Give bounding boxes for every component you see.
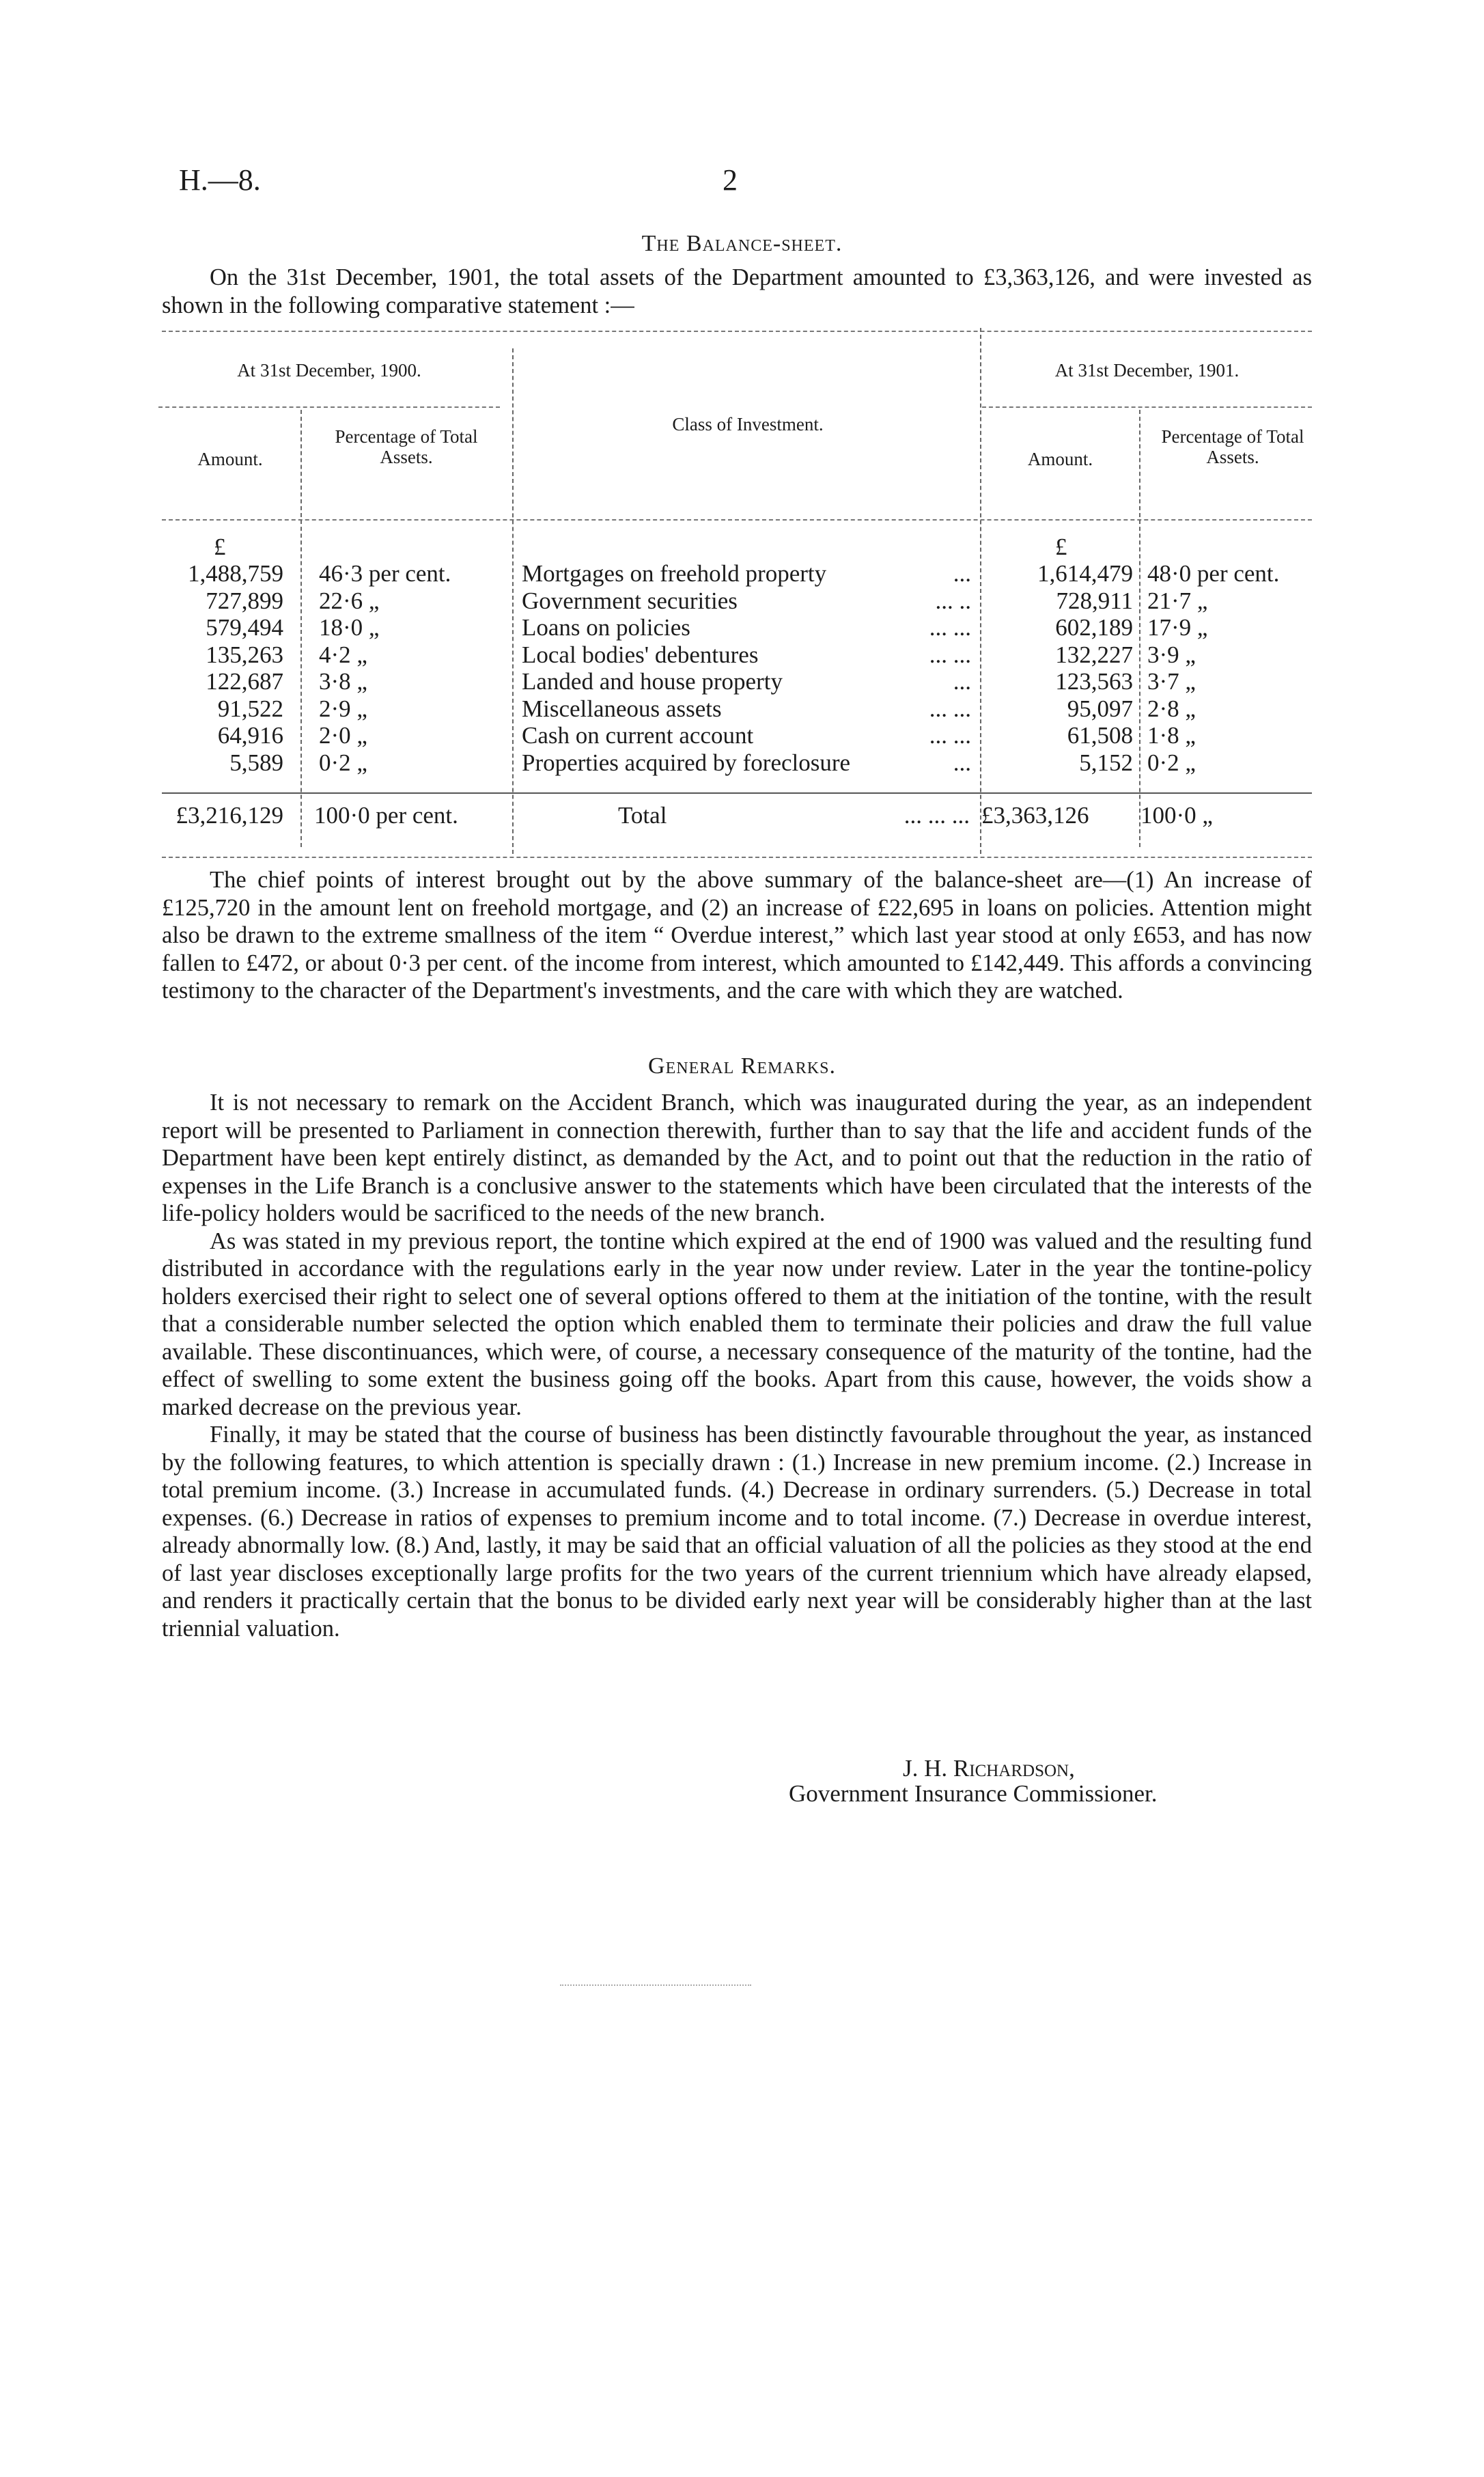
col-amount-1901: Amount.: [1027, 449, 1093, 469]
remarks-paragraph-2: As was stated in my previous report, the tontine which expired at the end of 1900 was valued and the resulting fund distributed in accordance with the regulations early in the year now under review. Later in the year the tontine-policy holders exercised their right to select one of several options offered to them at the initiation of the tontine, with the result that a considerable number selected the option which enabled them to terminate their policies and draw the full value available. These discontinuances, which were, of course, a necessary consequence of the maturity of the tontine, had the effect of swelling to some extent the business going off the books. Apart from this cause, however, the voids show a marked decrease on the previous year.: [162, 1228, 1312, 1420]
balance-intro-text: On the 31st December, 1901, the total assets of the Department amounted to £3,363,126, and were invested as shown in the following comparative statement :—: [162, 264, 1312, 318]
row-amount-1901: 602,189: [1055, 614, 1133, 641]
col-percentage-1901: Percentage of Total Assets.: [1161, 426, 1304, 467]
signature-title: Government Insurance Commissioner.: [789, 1780, 1158, 1807]
row-dots: ...: [953, 560, 971, 587]
row-amount-1901: 61,508: [1067, 722, 1133, 749]
report-code: H.—8.: [179, 163, 261, 197]
row-pct-1901: 48·0 per cent.: [1147, 560, 1280, 587]
total-pct-1900: 100·0 per cent.: [314, 802, 458, 829]
divider-pct-class: [512, 348, 514, 854]
row-amount-1900: 64,916: [217, 722, 283, 749]
right-group-rule: [982, 406, 1312, 408]
col-amount-1900: Amount.: [197, 449, 263, 469]
col-class: Class of Investment.: [672, 414, 824, 434]
total-amount-1901: £3,363,126: [981, 802, 1089, 829]
row-pct-1900: 3·8 „: [319, 668, 367, 695]
row-amount-1901: 132,227: [1055, 641, 1133, 668]
row-dots: ... ...: [929, 641, 971, 668]
currency-symbol-1901: £: [1055, 534, 1067, 560]
row-amount-1900: 122,687: [206, 668, 283, 695]
bottom-mark: [560, 1984, 751, 1986]
row-class: Landed and house property: [522, 668, 783, 695]
row-pct-1901: 0·2 „: [1147, 749, 1196, 776]
right-group-header: At 31st December, 1901.: [1054, 360, 1240, 380]
row-dots: ...: [953, 668, 971, 695]
row-dots: ... ..: [935, 587, 971, 614]
row-amount-1900: 91,522: [217, 695, 283, 722]
summary-paragraph: [162, 866, 1312, 1005]
summary-text: The chief points of interest brought out by the above summary of the balance-sheet are—(1) An increase of £125,720 in the amount lent on freehold mortgage, and (2) an increase of £22,695 in loans on policies. Attention might also be drawn to the extreme smallness of the item “ Overdue interest,” which last year stood at only £653, and has now fallen to £472, or about 0·3 per cent. of the income from interest, which amounted to £142,449. This affords a convincing testimony to the character of the Department's investments, and the care with which they are watched.: [162, 867, 1312, 1004]
row-pct-1900: 46·3 per cent.: [319, 560, 451, 587]
left-group-header: At 31st December, 1900.: [237, 360, 421, 380]
page-number: 2: [723, 163, 738, 197]
divider-amount-pct-1901: [1139, 410, 1140, 847]
remarks-paragraph-3: Finally, it may be stated that the course of business has been distinctly favourable throughout the year, as instanced by the following features, to which attention is specially drawn : (1.) Increase in new premium income. (2.) Increase in total premium income. (3.) Increase in accumulated funds. (4.) Decrease in ordinary surrenders. (5.) Decrease in total expenses. (6.) Decrease in ratios of expenses to premium income and to total income. (7.) Decrease in overdue interest, already abnormally low. (8.) And, lastly, it may be said that an official valuation of all the policies as they stood at the end of last year discloses exceptionally large profits for the two years of the current triennium which have already elapsed, and renders it practically certain that the bonus to be divided early next year will be considerably higher than at the last triennial valuation.: [162, 1422, 1312, 1642]
divider-amount-pct-1900: [300, 410, 302, 847]
row-dots: ... ...: [929, 695, 971, 722]
total-pct-1901: 100·0 „: [1140, 802, 1213, 829]
row-class: Miscellaneous assets: [522, 695, 722, 722]
row-dots: ...: [953, 749, 971, 776]
table-top-rule: [162, 331, 1312, 332]
row-amount-1901: 5,152: [1079, 749, 1133, 776]
total-label: Total: [618, 802, 667, 829]
row-amount-1901: 1,614,479: [1037, 560, 1133, 587]
row-class: Properties acquired by foreclosure: [522, 749, 851, 776]
row-pct-1901: 1·8 „: [1147, 722, 1196, 749]
row-amount-1901: 728,911: [1056, 587, 1133, 614]
row-class: Local bodies' debentures: [522, 641, 759, 668]
row-pct-1901: 3·7 „: [1147, 668, 1196, 695]
row-class: Cash on current account: [522, 722, 754, 749]
balance-sheet-title: The Balance-sheet.: [641, 231, 843, 256]
row-amount-1900: 1,488,759: [188, 560, 283, 587]
left-group-rule: [158, 406, 500, 408]
row-amount-1901: 95,097: [1067, 695, 1133, 722]
row-amount-1900: 135,263: [206, 641, 283, 668]
row-pct-1901: 21·7 „: [1147, 587, 1208, 614]
row-class: Mortgages on freehold property: [522, 560, 827, 587]
row-pct-1900: 18·0 „: [319, 614, 380, 641]
total-amount-1900: £3,216,129: [176, 802, 283, 829]
row-class: Loans on policies: [522, 614, 690, 641]
row-pct-1901: 2·8 „: [1147, 695, 1196, 722]
row-pct-1900: 2·9 „: [319, 695, 367, 722]
row-pct-1900: 4·2 „: [319, 641, 367, 668]
total-dots: ... ... ...: [904, 802, 970, 829]
balance-intro: [162, 264, 1312, 319]
remarks-body: [162, 1089, 1312, 1642]
row-amount-1900: 5,589: [229, 749, 283, 776]
remarks-paragraph-1: It is not necessary to remark on the Accident Branch, which was inaugurated during the year, as an independent report will be presented to Parliament in connection therewith, further than to say that the life and accident funds of the Department have been kept entirely distinct, as demanded by the Act, and to point out that the reduction in the ratio of expenses in the Life Branch is a conclusive answer to the statements which have been circulated that the interests of the life-policy holders would be sacrificed to the needs of the new branch.: [162, 1090, 1312, 1226]
row-amount-1900: 727,899: [206, 587, 283, 614]
row-class: Government securities: [522, 587, 738, 614]
general-remarks-title: General Remarks.: [648, 1053, 836, 1079]
table-bottom-rule: [162, 857, 1312, 858]
col-percentage-1900: Percentage of Total Assets.: [335, 426, 478, 467]
row-pct-1900: 2·0 „: [319, 722, 367, 749]
row-pct-1901: 3·9 „: [1147, 641, 1196, 668]
row-dots: ... ...: [929, 722, 971, 749]
row-amount-1901: 123,563: [1055, 668, 1133, 695]
row-dots: ... ...: [929, 614, 971, 641]
row-amount-1900: 579,494: [206, 614, 283, 641]
row-pct-1900: 22·6 „: [319, 587, 380, 614]
signature-name: J. H. Richardson,: [903, 1755, 1075, 1782]
row-pct-1900: 0·2 „: [319, 749, 367, 776]
currency-symbol-1900: £: [214, 534, 226, 560]
row-pct-1901: 17·9 „: [1147, 614, 1208, 641]
